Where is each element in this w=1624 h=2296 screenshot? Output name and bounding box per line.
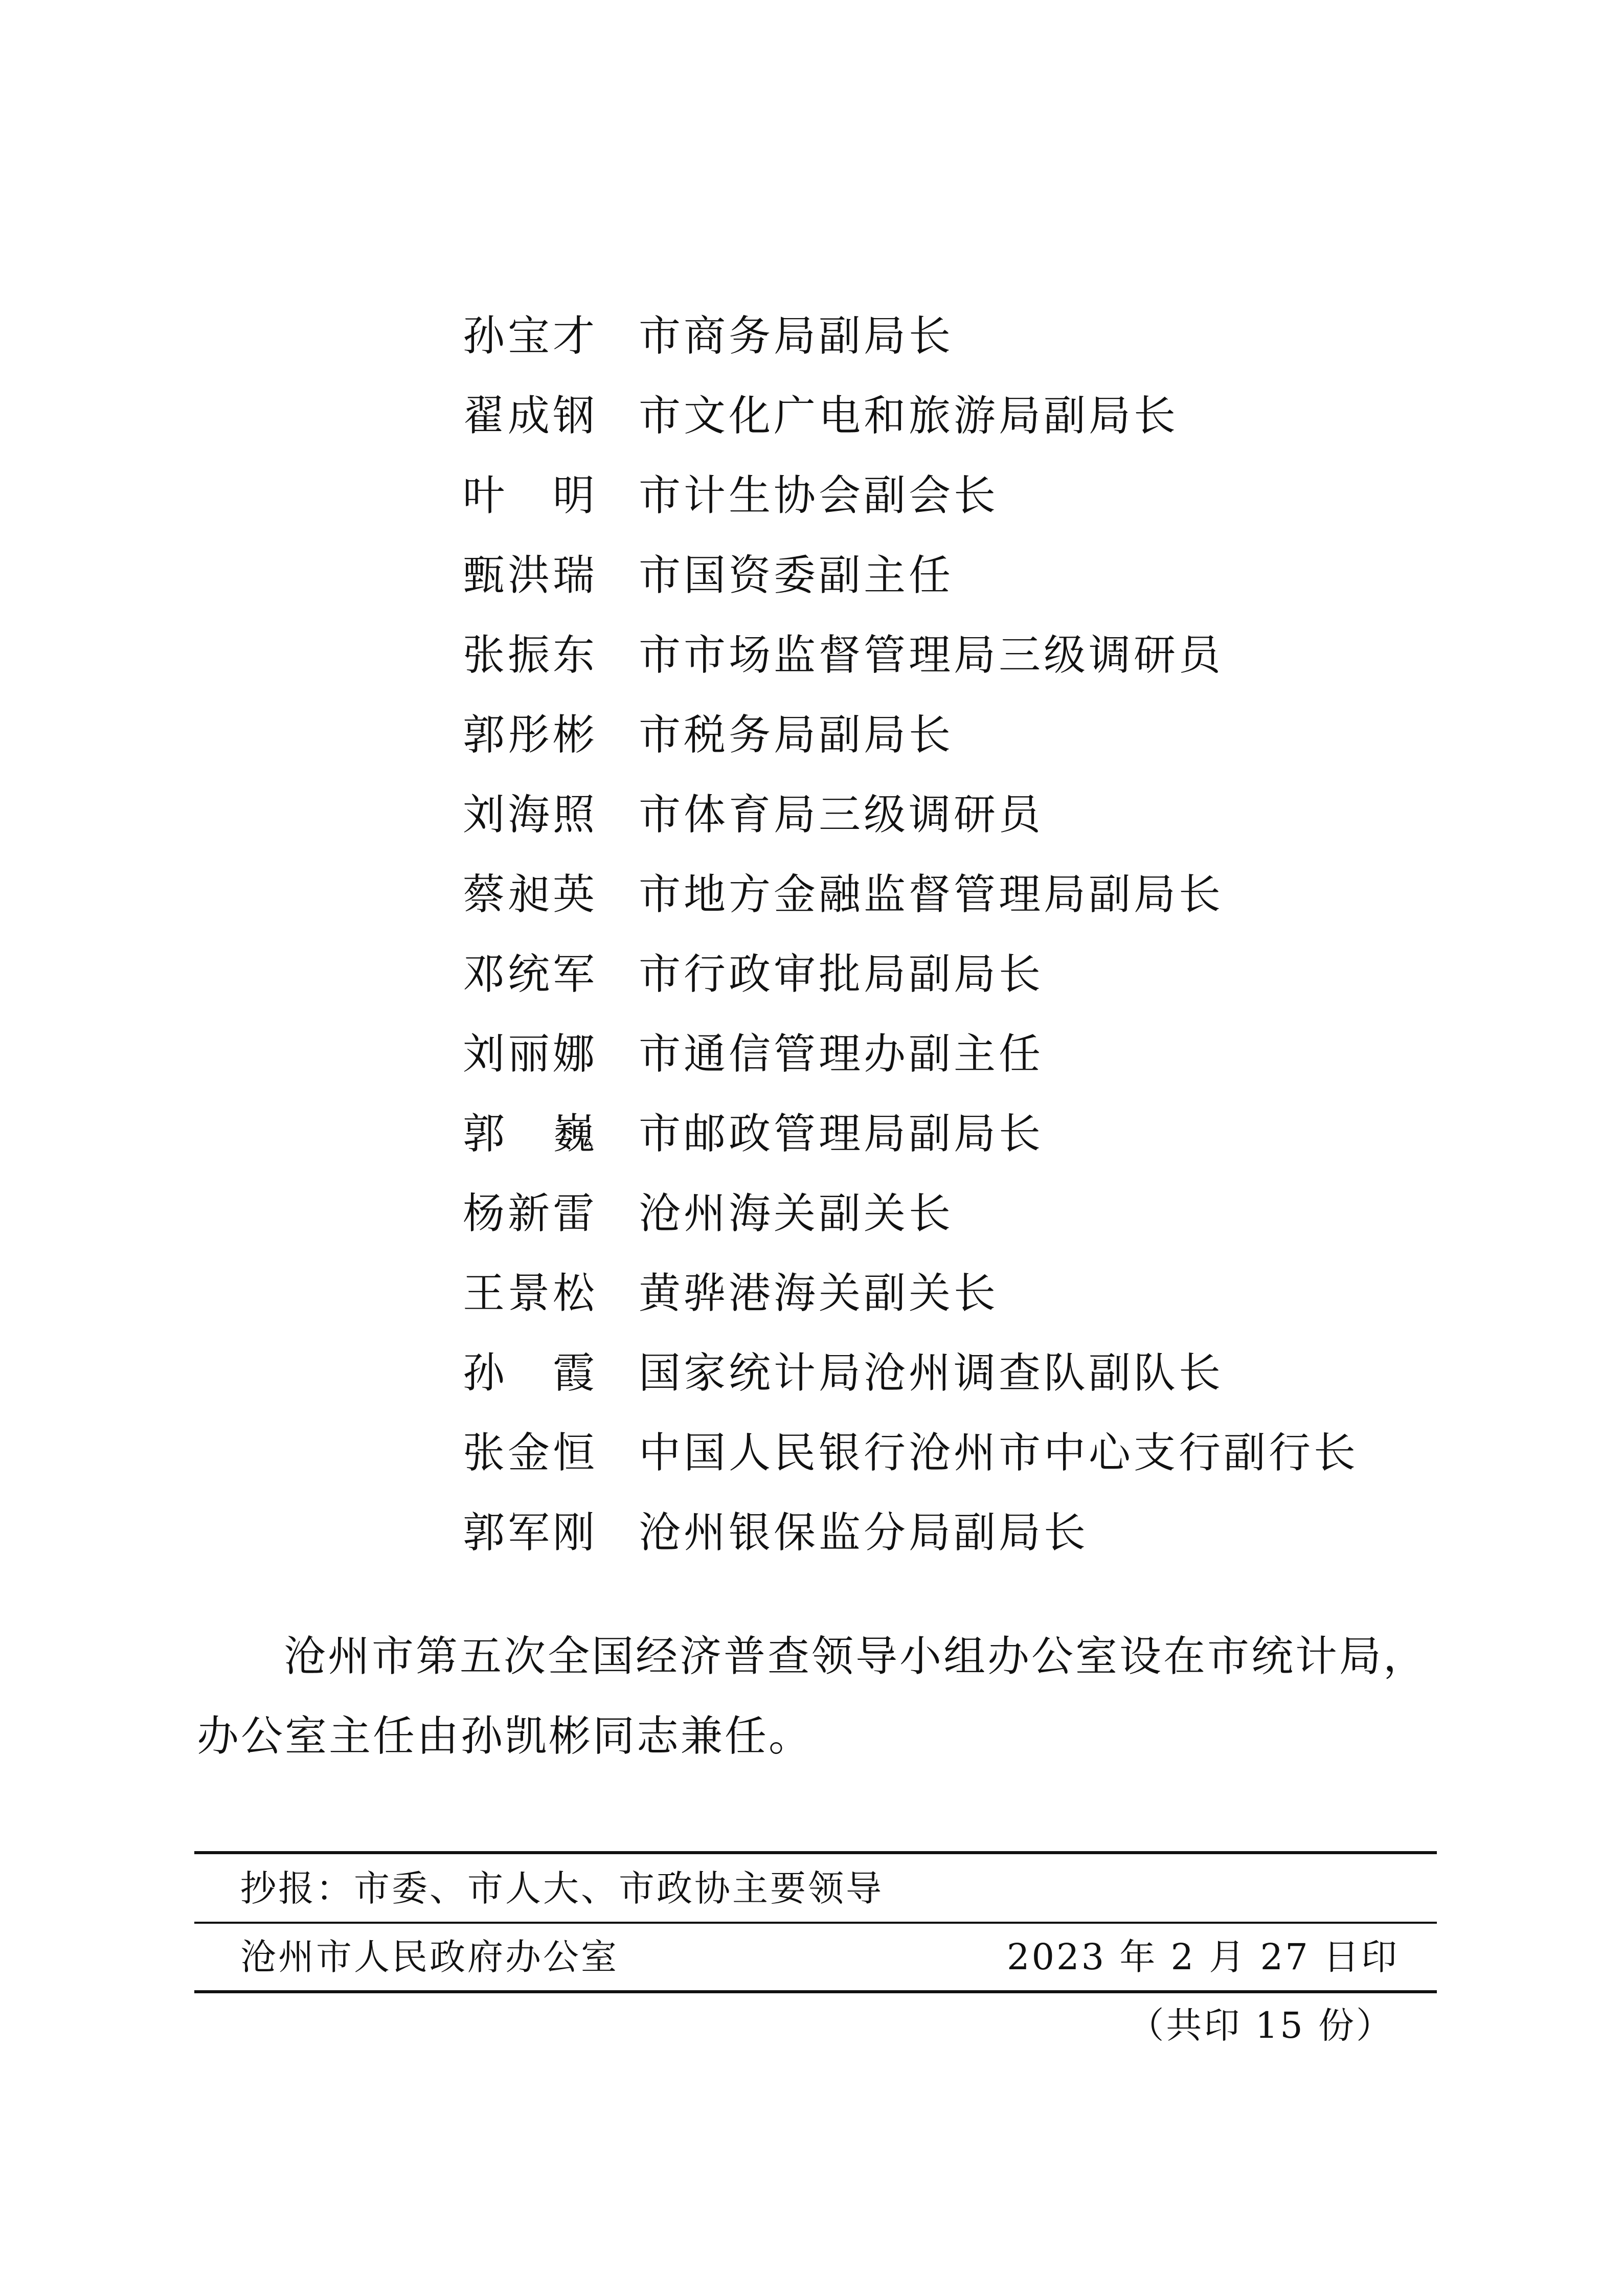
member-name: 郭 巍: [463, 1110, 598, 1158]
member-name: 刘丽娜: [463, 1030, 598, 1078]
member-title: 市地方金融监督管理局副局长: [639, 870, 1224, 919]
member-name: 王景松: [463, 1269, 598, 1318]
member-name: 刘海照: [463, 791, 598, 839]
member-title: 市商务局副局长: [639, 312, 954, 361]
member-name: 翟成钢: [463, 392, 598, 440]
member-title: 黄骅港海关副关长: [639, 1269, 999, 1318]
member-title: 国家统计局沧州调查队副队长: [639, 1349, 1224, 1398]
member-name: 张金恒: [463, 1429, 598, 1477]
footer-middle-rule: [194, 1922, 1437, 1924]
member-name: 叶 明: [463, 471, 598, 520]
cc-recipients: 抄报：市委、市人大、市政协主要领导: [240, 1867, 884, 1909]
member-list: [463, 302, 1485, 1578]
member-name: 邓统军: [463, 950, 598, 999]
member-row: [463, 1179, 1485, 1259]
member-row: [463, 1020, 1485, 1099]
office-note-paragraph: 沧州市第五次全国经济普查领导小组办公室设在市统计局，办公室主任由孙凯彬同志兼任。: [197, 1632, 1428, 1761]
member-row: [463, 940, 1485, 1020]
member-name: 郭军刚: [463, 1509, 598, 1557]
member-title: 市邮政管理局副局长: [639, 1110, 1044, 1158]
member-row: [463, 1419, 1485, 1498]
member-row: [463, 1099, 1485, 1179]
member-row: [463, 541, 1485, 621]
member-title: 市税务局副局长: [639, 711, 954, 759]
member-title: 市通信管理办副主任: [639, 1030, 1044, 1078]
member-row: [463, 860, 1485, 940]
member-title: 沧州海关副关长: [639, 1189, 954, 1238]
member-title: 市行政审批局副局长: [639, 950, 1044, 999]
member-title: 市计生协会副会长: [639, 471, 999, 520]
member-name: 孙 霞: [463, 1349, 598, 1398]
member-row: [463, 1498, 1485, 1578]
member-row: [463, 461, 1485, 541]
member-title: 沧州银保监分局副局长: [639, 1509, 1089, 1557]
member-row: [463, 302, 1485, 381]
member-row: [463, 1339, 1485, 1419]
member-name: 甄洪瑞: [463, 551, 598, 600]
copies-count: （共印 15 份）: [1128, 2005, 1394, 2046]
member-title: 市市场监督管理局三级调研员: [639, 631, 1224, 680]
member-title: 中国人民银行沧州市中心支行副行长: [639, 1429, 1359, 1477]
print-date: 2023 年 2 月 27 日印: [1006, 1936, 1399, 1978]
member-name: 郭彤彬: [463, 711, 598, 759]
member-title: 市文化广电和旅游局副局长: [639, 392, 1179, 440]
member-name: 蔡昶英: [463, 870, 598, 919]
member-name: 张振东: [463, 631, 598, 680]
member-row: [463, 780, 1485, 860]
member-title: 市体育局三级调研员: [639, 791, 1044, 839]
member-row: [463, 701, 1485, 780]
footer-top-rule: [194, 1851, 1437, 1854]
member-title: 市国资委副主任: [639, 551, 954, 600]
member-row: [463, 1259, 1485, 1339]
issuing-office: 沧州市人民政府办公室: [240, 1936, 619, 1978]
member-name: 孙宝才: [463, 312, 598, 361]
footer-bottom-rule: [194, 1990, 1437, 1993]
member-row: [463, 621, 1485, 701]
member-name: 杨新雷: [463, 1189, 598, 1238]
member-row: [463, 381, 1485, 461]
